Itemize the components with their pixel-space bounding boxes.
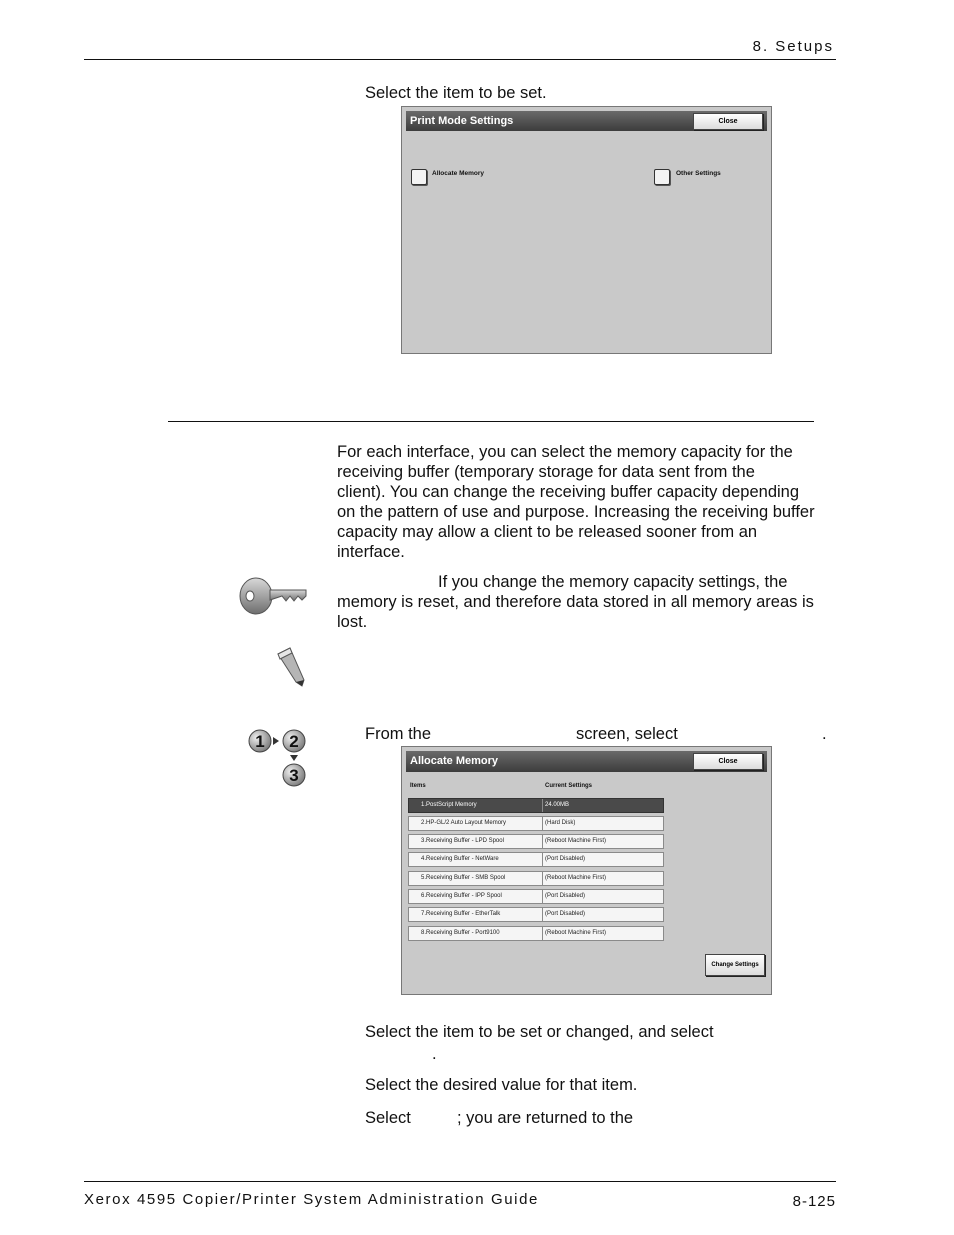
paragraph-line: For each interface, you can select the memory capacity for the	[337, 443, 793, 461]
step-2-b: .	[432, 1045, 437, 1063]
key-note-line: If you change the memory capacity settings, the	[438, 573, 788, 591]
svg-text:3: 3	[289, 766, 299, 785]
row-value: (Reboot Machine First)	[545, 838, 607, 844]
row-value: (Port Disabled)	[545, 911, 586, 917]
allocate-memory-checkbox[interactable]	[411, 169, 427, 185]
row-value: (Port Disabled)	[545, 856, 586, 862]
row-item: 8.Receiving Buffer - Port9100	[421, 930, 500, 936]
row-value: (Reboot Machine First)	[545, 875, 607, 881]
other-settings-label: Other Settings	[676, 170, 721, 177]
allocate-memory-label: Allocate Memory	[432, 170, 485, 177]
screen-title-text: Allocate Memory	[410, 755, 499, 767]
row-value: 24.00MB	[545, 802, 570, 808]
footer-rule	[84, 1181, 836, 1182]
screen-title-text: Print Mode Settings	[410, 115, 514, 127]
running-header: 8. Setups	[752, 38, 834, 55]
svg-text:2: 2	[289, 732, 299, 751]
row-item: 4.Receiving Buffer - NetWare	[421, 856, 499, 862]
print-mode-settings-screen	[401, 106, 772, 354]
close-button[interactable]: Close	[693, 113, 763, 130]
close-button[interactable]: Close	[693, 753, 763, 770]
steps-icon	[248, 727, 310, 791]
table-row[interactable]	[408, 852, 664, 867]
pencil-icon	[272, 644, 312, 690]
step-1-c: .	[822, 725, 827, 743]
table-row[interactable]	[408, 926, 664, 941]
key-note	[337, 572, 837, 632]
step-4-b: ; you are returned to the	[457, 1109, 634, 1127]
paragraph-line: capacity may allow a client to be released sooner from an	[337, 523, 758, 541]
table-row[interactable]	[408, 834, 664, 849]
step-1-b: screen, select	[576, 725, 678, 743]
svg-text:1: 1	[255, 732, 265, 751]
row-item: 5.Receiving Buffer - SMB Spool	[421, 875, 506, 881]
key-note-line: lost.	[337, 613, 368, 631]
row-value: (Hard Disk)	[545, 820, 576, 826]
paragraph-line: interface.	[337, 543, 405, 561]
screen-title	[406, 751, 767, 772]
step-2-a: Select the item to be set or changed, and select	[365, 1023, 714, 1041]
description-paragraph	[337, 442, 837, 562]
paragraph-line: on the pattern of use and purpose. Increasing the receiving buffer	[337, 503, 815, 521]
table-row[interactable]	[408, 889, 664, 904]
screen-title	[406, 111, 767, 131]
table-row[interactable]	[408, 871, 664, 886]
step-3: Select the desired value for that item.	[365, 1076, 638, 1094]
column-header-items: Items	[410, 783, 426, 789]
allocate-memory-screen	[401, 746, 772, 995]
intro-step: Select the item to be set.	[365, 84, 547, 102]
row-value: (Reboot Machine First)	[545, 930, 607, 936]
header-rule	[84, 59, 836, 60]
table-row[interactable]	[408, 907, 664, 922]
other-settings-checkbox[interactable]	[654, 169, 670, 185]
page-number: 8-125	[792, 1193, 836, 1210]
paragraph-line: receiving buffer (temporary storage for data sent from the	[337, 463, 755, 481]
row-item: 7.Receiving Buffer - EtherTalk	[421, 911, 501, 917]
row-item: 2.HP-GL/2 Auto Layout Memory	[421, 820, 507, 826]
table-row[interactable]	[408, 798, 664, 813]
key-note-line: memory is reset, and therefore data stored in all memory areas is	[337, 593, 814, 611]
column-header-current-settings: Current Settings	[545, 783, 593, 789]
footer-title: Xerox 4595 Copier/Printer System Administration Guide	[84, 1191, 539, 1208]
paragraph-line: client). You can change the receiving buffer capacity depending	[337, 483, 800, 501]
change-settings-button[interactable]: Change Settings	[705, 954, 765, 976]
key-icon	[238, 574, 310, 618]
section-rule	[168, 421, 814, 422]
row-value: (Port Disabled)	[545, 893, 586, 899]
row-item: 3.Receiving Buffer - LPD Spool	[421, 838, 504, 844]
table-row[interactable]	[408, 816, 664, 831]
row-item: 1.PostScript Memory	[421, 802, 477, 808]
step-1-a: From the	[365, 725, 432, 743]
step-4-a: Select	[365, 1109, 411, 1127]
row-item: 6.Receiving Buffer - IPP Spool	[421, 893, 502, 899]
